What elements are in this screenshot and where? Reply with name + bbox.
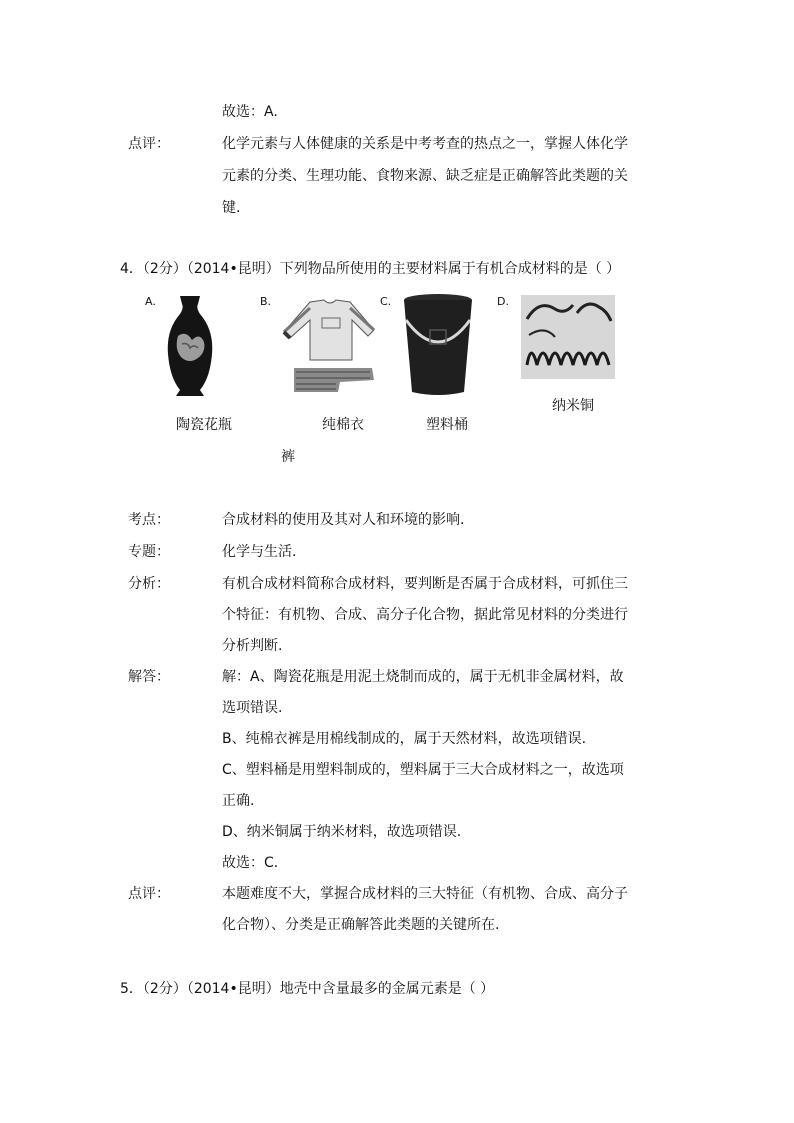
jieda-line-1: 解：A、陶瓷花瓶是用泥土烧制而成的，属于无机非金属材料，故 xyxy=(222,669,624,685)
fenxi-line-1: 有机合成材料简称合成材料，要判断是否属于合成材料，可抓住三 xyxy=(222,576,628,592)
jieda-line-5: 正确. xyxy=(222,793,255,809)
option-d-caption: 纳米铜 xyxy=(552,398,594,414)
question-5-stem: 5．（2分）（2014•昆明）地壳中含量最多的金属元素是（ ） xyxy=(120,981,495,997)
dianping-line-2: 化合物）、分类是正确解答此类题的关键所在. xyxy=(222,917,500,933)
option-b-caption: 纯棉衣 xyxy=(322,417,364,433)
nano-copper-icon xyxy=(521,295,615,379)
vase-icon xyxy=(160,292,220,400)
jieda-label: 解答： xyxy=(128,669,170,685)
kaodian-text: 合成材料的使用及其对人和环境的影响. xyxy=(222,512,465,528)
option-c-letter: C. xyxy=(380,295,392,308)
question-4-stem: 4．（2分）（2014•昆明）下列物品所使用的主要材料属于有机合成材料的是（ ） xyxy=(120,261,621,277)
plastic-bucket-icon xyxy=(400,290,476,400)
previous-comment-line-1: 化学元素与人体健康的关系是中考考查的热点之一，掌握人体化学 xyxy=(222,136,628,152)
previous-answer-choice: 故选：A. xyxy=(222,104,278,120)
jieda-line-6: D、纳米铜属于纳米材料，故选项错误. xyxy=(222,824,462,840)
fenxi-line-3: 分析判断. xyxy=(222,638,283,654)
cotton-clothes-icon xyxy=(280,296,380,396)
zhuanti-text: 化学与生活. xyxy=(222,544,297,560)
dianping-line-1: 本题难度不大，掌握合成材料的三大特征（有机物、合成、高分子 xyxy=(222,886,628,902)
previous-comment-label: 点评： xyxy=(128,136,170,152)
kaodian-label: 考点： xyxy=(128,512,170,528)
zhuanti-label: 专题： xyxy=(128,544,170,560)
option-a-caption: 陶瓷花瓶 xyxy=(176,417,232,433)
option-c-caption: 塑料桶 xyxy=(426,417,468,433)
jieda-line-7: 故选：C. xyxy=(222,855,279,871)
previous-comment-line-2: 元素的分类、生理功能、食物来源、缺乏症是正确解答此类题的关 xyxy=(222,168,628,184)
jieda-line-3: B、纯棉衣裤是用棉线制成的，属于天然材料，故选项错误. xyxy=(222,731,587,747)
jieda-line-4: C、塑料桶是用塑料制成的，塑料属于三大合成材料之一，故选项 xyxy=(222,762,624,778)
previous-comment-line-3: 键. xyxy=(222,200,241,216)
option-d-letter: D. xyxy=(497,295,509,308)
jieda-line-2: 选项错误. xyxy=(222,700,283,716)
option-b-letter: B. xyxy=(260,295,272,308)
fenxi-label: 分析： xyxy=(128,576,170,592)
option-a-letter: A. xyxy=(145,295,156,308)
dianping-label: 点评： xyxy=(128,886,170,902)
fenxi-line-2: 个特征：有机物、合成、高分子化合物，据此常见材料的分类进行 xyxy=(222,607,628,623)
option-b-caption-wrap: 裤 xyxy=(281,449,295,465)
